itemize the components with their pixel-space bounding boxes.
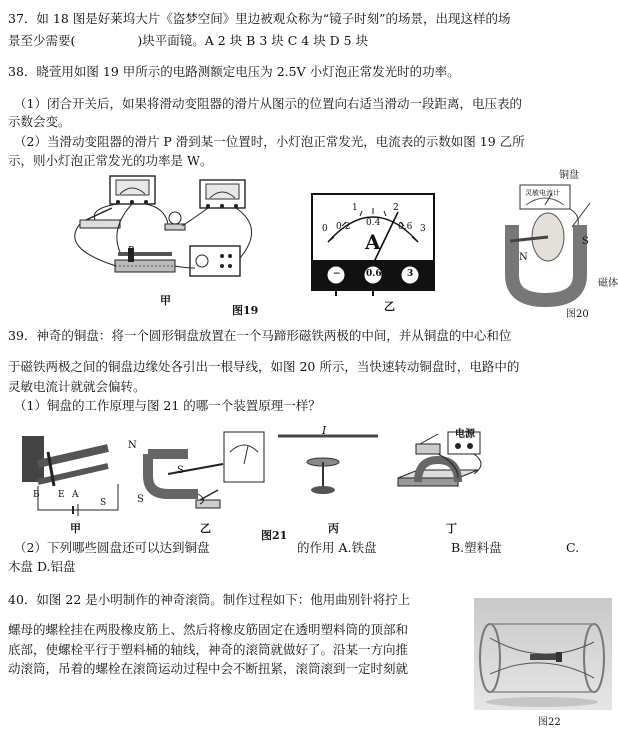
fig21-caption: 图21 — [261, 529, 288, 542]
q40-line2: 螺母的螺栓挂在两股橡皮筋上、然后将橡皮筋固定在透明塑料筒的顶部和 — [8, 622, 409, 637]
fig21-label-n: N — [128, 440, 137, 451]
q38-part1-line2: 示数会变。 — [8, 114, 71, 129]
meter-terminal-06: 0.6 — [366, 269, 382, 279]
q39-line1: 39．神奇的铜盘：将一个圆形铜盘放置在一个马蹄形磁铁两极的中间，并从铜盘的中心和位 — [8, 328, 512, 343]
fig21-label-b: B — [33, 490, 40, 500]
meter-scale-1: 1 — [352, 203, 358, 213]
meter-scale-02: 0.2 — [336, 222, 351, 232]
q40-line3: 底部，使螺栓平行于塑料桶的轴线，神奇的滚筒就做好了。沿某一方向推 — [8, 642, 409, 657]
q39-sub2-option-c: C. — [566, 540, 580, 555]
fig20-label-citi: 磁体 — [598, 278, 618, 289]
q37-line2 — [8, 33, 368, 49]
fig21-yi-label: 乙 — [200, 522, 211, 535]
fig21-label-sab: S — [177, 465, 184, 476]
q39-line3: 灵敏电流计就就会偏转。 — [8, 379, 146, 394]
figure-19-jia-label: 甲 — [160, 294, 171, 307]
meter-unit-label: A — [365, 230, 381, 254]
q38-part1-line1: （1）闭合开关后，如果将滑动变阻器的滑片从图示的位置向右适当滑动一段距离，电压表的 — [14, 96, 522, 111]
fig21-yi-apparatus — [148, 432, 264, 508]
fig20-caption: 图20 — [566, 309, 589, 320]
fig21-label-s2: S — [100, 498, 107, 508]
fig21-jia-label: 甲 — [70, 522, 81, 535]
q40-line4: 动滚筒，吊着的螺栓在滚筒运动过程中会不断扭紧，滚筒滚到一定时刻就 — [8, 661, 409, 676]
figure-19-caption: 图19 — [232, 304, 259, 317]
q39-sub1: （1）铜盘的工作原理与图 21 的哪一个装置原理一样？ — [14, 398, 321, 413]
q39-sub2-part1: （2）下列哪些圆盘还可以达到铜盘 — [14, 540, 210, 555]
fig21-label-current-i: I — [322, 424, 327, 437]
fig21-label-s: S — [137, 494, 144, 505]
fig22-caption: 图22 — [538, 717, 561, 728]
fig21-ding-label: 丁 — [446, 522, 457, 535]
figure-21-devices — [18, 424, 494, 524]
meter-scale-0: 0 — [322, 224, 328, 234]
q38-title: 38．晓萱用如图 19 甲所示的电路测额定电压为 2.5V 小灯泡正常发光时的功率。 — [8, 64, 460, 79]
meter-terminal-negative: − — [333, 269, 341, 279]
fig20-label-s: S — [582, 236, 589, 247]
fig21-label-dianyuan: 电源 — [455, 429, 475, 440]
q38-part2-line2: 示，则小灯泡正常发光的功率是 W。 — [8, 153, 213, 168]
rheostat-label-p: P — [128, 246, 135, 256]
q39-sub2-part2: 的作用 A.铁盘 — [297, 540, 377, 555]
fig20-label-galvanometer: 灵敏电流计 — [525, 189, 560, 197]
fig21-label-a: A — [72, 490, 79, 500]
q37-line2-start: 景至少需要( — [8, 33, 76, 48]
q39-sub2-option-b: B.塑料盘 — [451, 540, 502, 555]
fig20-label-tongpan: 铜盘 — [559, 170, 579, 181]
figure-19-jia-circuit — [50, 168, 280, 308]
fig21-bing-apparatus — [278, 436, 378, 494]
q38-part2-line1: （2）当滑动变阻器的滑片 P 滑到某一位置时，小灯泡正常发光，电流表的示数如图 19 乙所 — [14, 134, 525, 149]
meter-scale-2: 2 — [393, 203, 399, 213]
q39-sub2-line2: 木盘 D.铝盘 — [8, 559, 76, 574]
fig20-label-n: N — [519, 252, 528, 263]
fig21-ding-apparatus — [398, 432, 481, 486]
meter-scale-04: 0.4 — [366, 218, 381, 228]
meter-scale-3: 3 — [420, 224, 426, 234]
figure-19-yi-label: 乙 — [384, 300, 395, 313]
q39-line2: 于磁铁两极之间的铜盘边缘处各引出一根导线，如图 20 所示，当快速转动铜盘时，电路中的 — [8, 359, 520, 374]
q37-line1: 37．如 18 图是好莱坞大片《盗梦空间》里边被观众称为“镜子时刻”的场景，出现这样的场 — [8, 11, 511, 26]
fig21-label-e: E — [58, 490, 65, 500]
meter-scale-06: 0.6 — [398, 222, 413, 232]
fig21-bing-label: 丙 — [328, 522, 339, 535]
meter-terminal-3: 3 — [407, 269, 414, 279]
figure-22-roller-photo — [474, 598, 612, 710]
q37-line2-end: )块平面镜。A 2 块 B 3 块 C 4 块 D 5 块 — [137, 33, 369, 48]
q40-line1: 40．如图 22 是小明制作的神奇滚筒。制作过程如下：他用曲别针将拧上 — [8, 592, 411, 607]
